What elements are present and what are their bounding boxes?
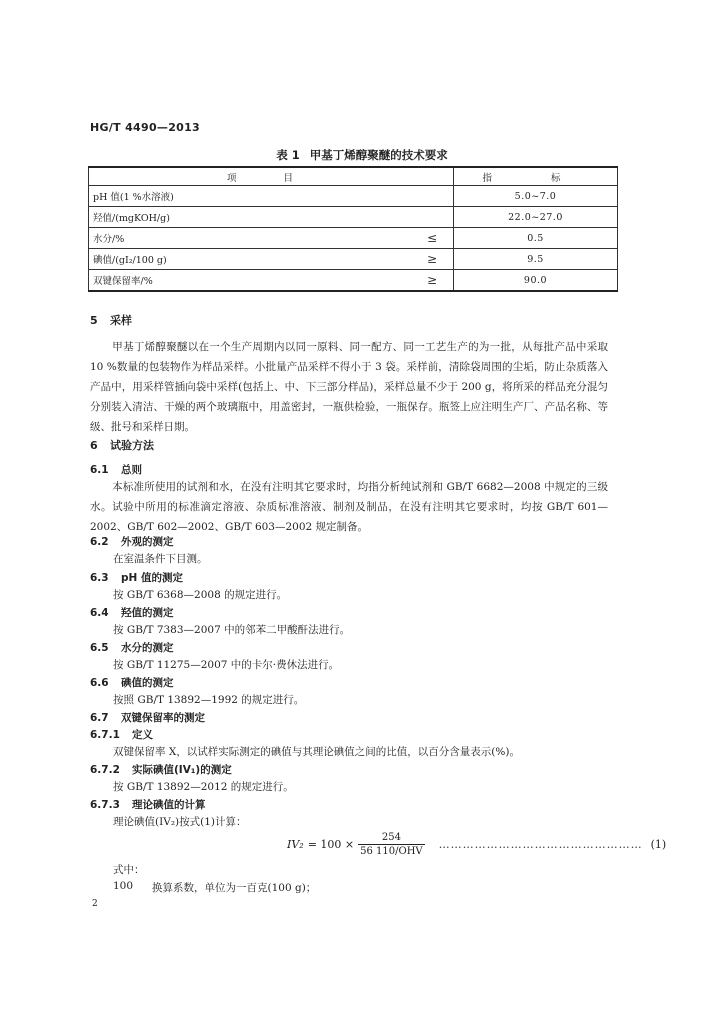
- table-row: [89, 207, 618, 228]
- section-title: 采样: [110, 314, 132, 327]
- row-sym: [411, 186, 454, 207]
- formula-numerator: 254: [381, 832, 401, 843]
- section-6-4-text: 按 GB/T 7383—2007 中的邻苯二甲酸酐法进行。: [113, 624, 351, 636]
- legend-symbol: 100: [113, 880, 134, 892]
- row-sym: ≥: [411, 249, 454, 270]
- section-number: 6.4: [90, 607, 109, 619]
- section-number: 6.5: [90, 642, 109, 654]
- section-6-4-heading: [90, 605, 174, 620]
- section-6-6-heading: [90, 675, 174, 690]
- formula-equation-number: (1): [650, 838, 667, 851]
- section-5-paragraph: [90, 337, 608, 437]
- section-title: 羟值的测定: [121, 607, 174, 619]
- section-6-7-3-heading: [90, 797, 206, 812]
- row-value: 90.0: [454, 270, 618, 292]
- legend-description: 换算系数，单位为一百克(100 g)；: [152, 882, 317, 894]
- section-6-7-1-text: 双键保留率 X，以试样实际测定的碘值与其理论碘值之间的比值，以百分含量表示(%)。: [113, 746, 520, 758]
- section-6-1-heading: [90, 462, 142, 477]
- section-number: 6.3: [90, 572, 109, 584]
- section-title: 试验方法: [110, 439, 154, 452]
- section-title: 理论碘值的计算: [132, 799, 206, 811]
- section-6-1-paragraph: [90, 477, 608, 537]
- row-sym: [411, 207, 454, 228]
- section-6-7-1-heading: [90, 727, 153, 742]
- page-number: 2: [92, 899, 98, 909]
- section-6-heading: [90, 437, 154, 453]
- row-value: 22.0~27.0: [454, 207, 618, 228]
- row-item: 水分/%: [89, 228, 412, 249]
- fraction-bar: [358, 844, 425, 845]
- col-item-header: 项 目: [89, 167, 454, 186]
- section-number: 5: [90, 314, 98, 327]
- formula-lhs: IV₂: [287, 838, 304, 851]
- section-6-7-3-text: 理论碘值(IV₂)按式(1)计算：: [113, 816, 247, 828]
- section-number: 6.6: [90, 677, 109, 689]
- row-item: pH 值(1 %水溶液): [89, 186, 412, 207]
- section-6-2-heading: [90, 534, 174, 549]
- table-title-text: 甲基丁烯醇聚醚的技术要求: [309, 148, 448, 162]
- section-6-7-2-heading: [90, 762, 232, 777]
- section-number: 6.1: [90, 464, 109, 476]
- table-row: [89, 249, 618, 270]
- section-title: 碘值的测定: [121, 677, 174, 689]
- section-title: 实际碘值(IV₁)的测定: [132, 764, 232, 776]
- paragraph-text: 甲基丁烯醇聚醚以在一个生产周期内以同一原料、同一配方、同一工艺生产的为一批，从每批产品中采取 10 %数量的包装物作为样品采样。小批量产品采样不得小于 3 袋。采样前，清除袋周围的尘垢，防止杂质落入产品中，用采样管插向袋中采样(包括上、中、下三部分样品)，采样总量不少于 200 g，将所采的样品充分混匀分别装入清洁、干燥的两个玻璃瓶中，用盖密封，一瓶供检验，一瓶保存。瓶签上应注明生产厂、产品名称、等级、批号和采样日期。: [90, 341, 608, 433]
- section-6-2-text: 在室温条件下目测。: [113, 553, 208, 565]
- standard-code: HG/T 4490—2013: [90, 121, 201, 134]
- legend-intro: 式中：: [113, 864, 145, 876]
- table-title: [0, 147, 724, 163]
- col-value-header: 指 标: [454, 167, 618, 186]
- formula-rhs-prefix: = 100 ×: [307, 838, 355, 851]
- section-number: 6.7.1: [90, 729, 120, 741]
- section-title: 外观的测定: [121, 536, 174, 548]
- section-6-5-heading: [90, 640, 174, 655]
- row-item: 羟值/(mgKOH/g): [89, 207, 412, 228]
- section-6-6-text: 按照 GB/T 13892—1992 的规定进行。: [113, 694, 305, 706]
- spec-table: [88, 166, 618, 292]
- table-number: 表 1: [276, 148, 300, 162]
- formula-leader-dots: ……………………………………………: [438, 838, 643, 851]
- paragraph-text: 本标准所使用的试剂和水，在没有注明其它要求时，均指分析纯试剂和 GB/T 6682—2008 中规定的三级水。试验中所用的标准滴定溶液、杂质标准溶液、制剂及制品，在没有注明其它要求时，均按 GB/T 601—2002、GB/T 602—2002、GB/T 603—2002 规定制备。: [90, 481, 608, 533]
- section-number: 6.7: [90, 712, 109, 724]
- section-title: 双键保留率的测定: [121, 712, 205, 724]
- formula-fraction: [358, 832, 425, 857]
- section-5-heading: [90, 312, 132, 328]
- section-number: 6: [90, 439, 98, 452]
- section-number: 6.7.2: [90, 764, 120, 776]
- section-title: 定义: [132, 729, 153, 741]
- section-number: 6.7.3: [90, 799, 120, 811]
- row-item: 碘值/(gI₂/100 g): [89, 249, 412, 270]
- table-row: [89, 186, 618, 207]
- section-6-7-heading: [90, 710, 205, 725]
- row-sym: ≤: [411, 228, 454, 249]
- formula-denominator: 56 110/OHV: [360, 846, 423, 857]
- row-sym: ≥: [411, 270, 454, 292]
- section-title: 水分的测定: [121, 642, 174, 654]
- row-item: 双键保留率/%: [89, 270, 412, 292]
- section-number: 6.2: [90, 536, 109, 548]
- table-row: [89, 270, 618, 292]
- formula-1: [287, 832, 666, 857]
- section-title: 总则: [121, 464, 142, 476]
- section-6-7-2-text: 按 GB/T 13892—2012 的规定进行。: [113, 781, 294, 793]
- section-6-3-text: 按 GB/T 6368—2008 的规定进行。: [113, 589, 288, 601]
- row-value: 9.5: [454, 249, 618, 270]
- section-6-3-heading: [90, 570, 183, 585]
- section-title: pH 值的测定: [121, 572, 183, 584]
- row-value: 5.0~7.0: [454, 186, 618, 207]
- section-6-5-text: 按 GB/T 11275—2007 中的卡尔·费休法进行。: [113, 659, 340, 671]
- table-header-row: [89, 167, 618, 186]
- row-value: 0.5: [454, 228, 618, 249]
- table-row: [89, 228, 618, 249]
